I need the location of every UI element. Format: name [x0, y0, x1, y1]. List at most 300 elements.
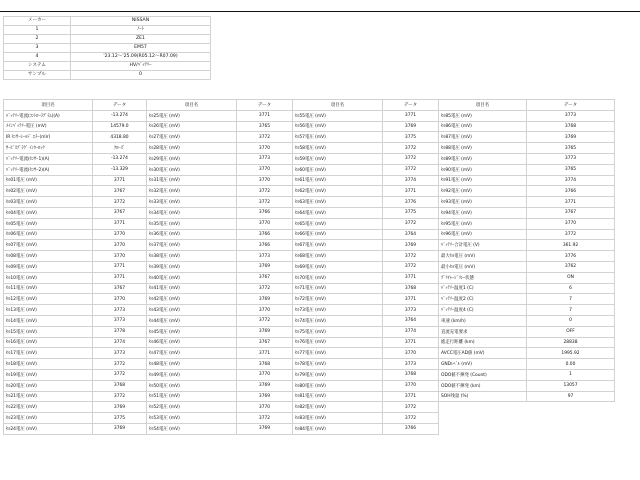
item-value: 3773: [237, 251, 293, 262]
item-name: ｾﾙ43電圧 (mV): [147, 305, 237, 316]
item-value: 3764: [383, 315, 439, 326]
table-row: [4, 315, 147, 326]
item-name: ｾﾙ68電圧 (mV): [293, 251, 383, 262]
item-name: ｾﾙ17電圧 (mV): [4, 348, 93, 359]
table-row: [293, 164, 439, 175]
info-key: 4: [4, 53, 71, 62]
table-row: [439, 218, 615, 229]
item-value: 3775: [383, 207, 439, 218]
item-name: ｾﾙ51電圧 (mV): [147, 391, 237, 402]
item-value: 3772: [237, 413, 293, 424]
table-row: [147, 251, 293, 262]
header-item-name: 項目名: [4, 100, 93, 111]
table-row: [4, 391, 147, 402]
item-value: 3774: [383, 326, 439, 337]
item-value: 3767: [93, 283, 147, 294]
data-table-1: [3, 99, 147, 435]
item-value: OFF: [527, 326, 615, 337]
item-name: ｾﾙ40電圧 (mV): [147, 272, 237, 283]
table-row: [147, 261, 293, 272]
info-value: HV/ﾊﾞｯﾃﾘｰ: [71, 62, 211, 71]
table-row: [293, 283, 439, 294]
item-name: ｻｰﾋﾞｽﾌﾟﾗｸﾞ ｲﾝﾀｰﾛｯｸ: [4, 143, 93, 154]
item-name: ｾﾙ56電圧 (mV): [293, 121, 383, 132]
item-name: ﾊﾞｯﾃﾘｰ電流(ｾﾝｻｰ1)(A): [4, 153, 93, 164]
table-row: [293, 110, 439, 121]
item-name: ｾﾙ37電圧 (mV): [147, 240, 237, 251]
item-name: ﾌﾟﾘﾁｬｰｼﾞﾘﾚｰ状態: [439, 272, 527, 283]
item-value: 3768: [237, 359, 293, 370]
table-row: [439, 305, 615, 316]
item-name: ｾﾙ69電圧 (mV): [293, 261, 383, 272]
info-value: ﾉｰﾄ: [71, 26, 211, 35]
table-row: [439, 294, 615, 305]
item-name: ｾﾙ73電圧 (mV): [293, 305, 383, 316]
item-name: ｾﾙ34電圧 (mV): [147, 207, 237, 218]
item-value: 3769: [237, 294, 293, 305]
table-row: [293, 305, 439, 316]
table-row: [147, 132, 293, 143]
item-value: 3771: [93, 272, 147, 283]
table-row: [439, 110, 615, 121]
item-value: 3772: [93, 369, 147, 380]
item-value: 3768: [383, 283, 439, 294]
item-value: 3769: [237, 380, 293, 391]
item-value: 3766: [237, 240, 293, 251]
item-value: 3772: [383, 261, 439, 272]
item-value: 3771: [93, 175, 147, 186]
table-row: [4, 186, 147, 197]
table-row: [439, 283, 615, 294]
item-value: 3771: [93, 261, 147, 272]
item-value: 3766: [237, 207, 293, 218]
item-name: ｾﾙ12電圧 (mV): [4, 294, 93, 305]
table-row: [293, 294, 439, 305]
item-name: 最小ｾﾙ電圧 (mV): [439, 261, 527, 272]
table-row: [293, 207, 439, 218]
item-value: 6: [527, 283, 615, 294]
item-value: 3771: [527, 197, 615, 208]
table-row: [4, 272, 147, 283]
item-value: -13.274: [93, 153, 147, 164]
table-row: [4, 359, 147, 370]
table-row: [147, 164, 293, 175]
item-name: ｾﾙ19電圧 (mV): [4, 369, 93, 380]
item-name: ｾﾙ53電圧 (mV): [147, 413, 237, 424]
table-row: [4, 294, 147, 305]
info-key: 2: [4, 35, 71, 44]
table-row: [4, 229, 147, 240]
item-name: ｾﾙ77電圧 (mV): [293, 348, 383, 359]
item-name: ｾﾙ85電圧 (mV): [439, 110, 527, 121]
table-row: [439, 251, 615, 262]
info-key: 3: [4, 44, 71, 53]
item-name: 総走行距離 (km): [439, 337, 527, 348]
header-row: [4, 100, 147, 111]
item-value: ON: [527, 272, 615, 283]
info-key: メーカー: [4, 17, 71, 26]
item-value: 3776: [527, 251, 615, 262]
table-row: [147, 207, 293, 218]
item-value: 14579.0: [93, 121, 147, 132]
item-value: 4318.80: [93, 132, 147, 143]
item-value: 3768: [93, 380, 147, 391]
item-name: ｾﾙ83電圧 (mV): [293, 413, 383, 424]
table-row: [4, 175, 147, 186]
item-value: 3771: [383, 272, 439, 283]
item-name: ｾﾙ71電圧 (mV): [293, 283, 383, 294]
info-row: [4, 17, 211, 26]
item-value: 3773: [93, 348, 147, 359]
item-name: ｾﾙ18電圧 (mV): [4, 359, 93, 370]
item-name: ｾﾙ64電圧 (mV): [293, 207, 383, 218]
info-value: '23.12〜'25.09(R05.12〜R07.09): [71, 53, 211, 62]
table-row: [4, 110, 147, 121]
item-name: ﾊﾞｯﾃﾘｰ合計電圧 (V): [439, 240, 527, 251]
item-name: ｾﾙ05電圧 (mV): [4, 218, 93, 229]
item-value: 3772: [383, 402, 439, 413]
table-row: [4, 337, 147, 348]
item-name: ｾﾙ72電圧 (mV): [293, 294, 383, 305]
item-value: 3768: [383, 369, 439, 380]
item-name: ｾﾙ86電圧 (mV): [439, 121, 527, 132]
item-name: IR ｾﾝｻｰｼｰﾙﾄﾞ ｴﾗｰ(mV): [4, 132, 93, 143]
item-value: 3770: [383, 380, 439, 391]
table-row: [147, 121, 293, 132]
table-row: [147, 326, 293, 337]
item-value: 3772: [237, 197, 293, 208]
table-row: [147, 197, 293, 208]
table-row: [439, 175, 615, 186]
item-value: 3771: [383, 391, 439, 402]
table-row: [147, 143, 293, 154]
item-value: ｸﾛｰｽﾞ: [93, 143, 147, 154]
item-value: 3771: [383, 110, 439, 121]
item-name: ｾﾙ66電圧 (mV): [293, 229, 383, 240]
item-value: 3769: [237, 326, 293, 337]
item-value: 3771: [93, 218, 147, 229]
item-value: 3769: [527, 132, 615, 143]
item-value: 3774: [93, 337, 147, 348]
header-row: [439, 100, 615, 111]
item-name: 車速 (km/h): [439, 315, 527, 326]
item-name: ｾﾙ82電圧 (mV): [293, 402, 383, 413]
table-row: [147, 283, 293, 294]
table-row: [147, 110, 293, 121]
item-name: ｾﾙ93電圧 (mV): [439, 197, 527, 208]
item-name: ｾﾙ49電圧 (mV): [147, 369, 237, 380]
item-value: 3770: [93, 229, 147, 240]
table-row: [439, 391, 615, 402]
item-value: 3773: [237, 153, 293, 164]
table-row: [4, 283, 147, 294]
item-name: ｾﾙ50電圧 (mV): [147, 380, 237, 391]
table-row: [293, 143, 439, 154]
item-name: ｾﾙ60電圧 (mV): [293, 164, 383, 175]
table-row: [439, 164, 615, 175]
item-name: GNDﾚﾍﾞﾙ (mV): [439, 359, 527, 370]
table-row: [147, 218, 293, 229]
item-value: 3769: [237, 391, 293, 402]
item-value: 3769: [93, 423, 147, 434]
item-name: ｾﾙ78電圧 (mV): [293, 359, 383, 370]
table-row: [147, 272, 293, 283]
table-row: [293, 261, 439, 272]
info-row: [4, 35, 211, 44]
item-name: ｾﾙ13電圧 (mV): [4, 305, 93, 316]
table-row: [293, 186, 439, 197]
item-value: 3768: [527, 121, 615, 132]
table-row: [439, 132, 615, 143]
item-value: 3772: [527, 229, 615, 240]
item-name: ｾﾙ33電圧 (mV): [147, 197, 237, 208]
item-name: ｾﾙ41電圧 (mV): [147, 283, 237, 294]
item-name: ｾﾙ67電圧 (mV): [293, 240, 383, 251]
item-value: 3773: [527, 153, 615, 164]
item-name: ODO値不揮発 (Count): [439, 369, 527, 380]
item-name: ｾﾙ96電圧 (mV): [439, 229, 527, 240]
item-name: ｾﾙ70電圧 (mV): [293, 272, 383, 283]
item-name: ｾﾙ35電圧 (mV): [147, 218, 237, 229]
table-row: [4, 369, 147, 380]
item-name: ｾﾙ62電圧 (mV): [293, 186, 383, 197]
item-name: ｾﾙ81電圧 (mV): [293, 391, 383, 402]
item-value: 3772: [93, 391, 147, 402]
item-name: ｾﾙ25電圧 (mV): [147, 110, 237, 121]
item-value: 3766: [527, 186, 615, 197]
item-name: ODO値不揮発 (km): [439, 380, 527, 391]
item-value: 3778: [93, 326, 147, 337]
info-row: [4, 71, 211, 80]
table-row: [147, 240, 293, 251]
item-value: 28838: [527, 337, 615, 348]
item-value: 3772: [237, 315, 293, 326]
item-name: ｾﾙ15電圧 (mV): [4, 326, 93, 337]
item-name: ｾﾙ54電圧 (mV): [147, 423, 237, 434]
item-value: 361.92: [527, 240, 615, 251]
item-value: 3767: [93, 207, 147, 218]
table-row: [439, 186, 615, 197]
item-value: 3772: [383, 143, 439, 154]
table-row: [439, 272, 615, 283]
table-row: [4, 143, 147, 154]
item-name: ｾﾙ23電圧 (mV): [4, 413, 93, 424]
table-row: [4, 348, 147, 359]
item-name: ｾﾙ29電圧 (mV): [147, 153, 237, 164]
item-name: ﾊﾞｯﾃﾘｰ電流(ｺﾝﾄﾛｰﾗﾌﾟﾗﾑ)(A): [4, 110, 93, 121]
table-row: [147, 423, 293, 434]
top-divider-line: [0, 11, 640, 12]
item-value: 7: [527, 305, 615, 316]
table-row: [147, 413, 293, 424]
table-row: [439, 229, 615, 240]
table-row: [147, 186, 293, 197]
item-name: ｾﾙ11電圧 (mV): [4, 283, 93, 294]
table-row: [147, 229, 293, 240]
header-row: [293, 100, 439, 111]
item-name: ｾﾙ90電圧 (mV): [439, 164, 527, 175]
item-name: ｾﾙ91電圧 (mV): [439, 175, 527, 186]
item-name: ｾﾙ28電圧 (mV): [147, 143, 237, 154]
item-value: 3765: [527, 164, 615, 175]
info-key: システム: [4, 62, 71, 71]
data-table-3: [292, 99, 439, 435]
item-name: ｾﾙ94電圧 (mV): [439, 207, 527, 218]
table-row: [4, 240, 147, 251]
info-value: 0: [71, 71, 211, 80]
table-row: [439, 197, 615, 208]
item-name: ｾﾙ75電圧 (mV): [293, 326, 383, 337]
table-row: [439, 380, 615, 391]
table-row: [4, 218, 147, 229]
table-row: [439, 337, 615, 348]
table-row: [293, 315, 439, 326]
item-value: 3769: [383, 240, 439, 251]
item-name: ｾﾙ95電圧 (mV): [439, 218, 527, 229]
item-value: -13.329: [93, 164, 147, 175]
item-name: ｾﾙ27電圧 (mV): [147, 132, 237, 143]
table-row: [293, 359, 439, 370]
table-row: [293, 369, 439, 380]
item-name: ｾﾙ58電圧 (mV): [293, 143, 383, 154]
table-row: [147, 359, 293, 370]
item-value: 3770: [93, 294, 147, 305]
item-value: 3772: [383, 164, 439, 175]
table-row: [4, 207, 147, 218]
table-row: [293, 132, 439, 143]
item-value: 3773: [93, 305, 147, 316]
item-name: ｾﾙ65電圧 (mV): [293, 218, 383, 229]
item-name: ｾﾙ57電圧 (mV): [293, 132, 383, 143]
item-value: 3771: [383, 337, 439, 348]
item-name: ｾﾙ04電圧 (mV): [4, 207, 93, 218]
item-value: 13057: [527, 380, 615, 391]
item-name: ｾﾙ26電圧 (mV): [147, 121, 237, 132]
table-row: [293, 423, 439, 434]
info-key: 1: [4, 26, 71, 35]
item-name: ｾﾙ44電圧 (mV): [147, 315, 237, 326]
table-row: [4, 380, 147, 391]
item-name: ｾﾙ30電圧 (mV): [147, 164, 237, 175]
item-name: ｾﾙ92電圧 (mV): [439, 186, 527, 197]
item-value: 3772: [237, 132, 293, 143]
item-value: 3772: [93, 359, 147, 370]
table-row: [293, 413, 439, 424]
item-value: 0: [527, 315, 615, 326]
item-name: ﾒｲﾝﾊﾞｯﾃﾘｰ電圧 (mV): [4, 121, 93, 132]
item-value: 3762: [527, 261, 615, 272]
item-value: 3776: [383, 197, 439, 208]
table-row: [439, 121, 615, 132]
item-value: 3771: [237, 348, 293, 359]
item-value: 1: [527, 369, 615, 380]
item-name: ｾﾙ89電圧 (mV): [439, 153, 527, 164]
item-name: ｾﾙ02電圧 (mV): [4, 186, 93, 197]
item-value: 3765: [527, 143, 615, 154]
item-name: ｾﾙ84電圧 (mV): [293, 423, 383, 434]
table-row: [439, 240, 615, 251]
table-row: [4, 305, 147, 316]
table-row: [147, 402, 293, 413]
item-name: ｾﾙ22電圧 (mV): [4, 402, 93, 413]
table-row: [439, 153, 615, 164]
table-row: [4, 197, 147, 208]
table-row: [439, 207, 615, 218]
item-value: 3765: [237, 121, 293, 132]
table-row: [147, 380, 293, 391]
table-row: [293, 251, 439, 262]
table-row: [293, 218, 439, 229]
item-name: ﾊﾞｯﾃﾘｰ温度2 (C): [439, 294, 527, 305]
table-row: [147, 337, 293, 348]
item-value: 3769: [237, 423, 293, 434]
item-value: 3769: [93, 402, 147, 413]
table-row: [147, 175, 293, 186]
item-name: ｾﾙ76電圧 (mV): [293, 337, 383, 348]
item-name: 最大ｾﾙ電圧 (mV): [439, 251, 527, 262]
item-value: 3769: [383, 121, 439, 132]
item-value: 3770: [237, 369, 293, 380]
table-row: [4, 261, 147, 272]
data-table-2: [146, 99, 293, 435]
table-row: [439, 326, 615, 337]
table-row: [147, 153, 293, 164]
data-table-4: [438, 99, 615, 402]
item-name: ｾﾙ07電圧 (mV): [4, 240, 93, 251]
item-value: 3772: [383, 218, 439, 229]
table-row: [293, 402, 439, 413]
item-name: ﾊﾞｯﾃﾘｰ温度4 (C): [439, 305, 527, 316]
item-name: ｾﾙ36電圧 (mV): [147, 229, 237, 240]
item-value: 3770: [93, 240, 147, 251]
item-value: 0.00: [527, 359, 615, 370]
info-row: [4, 44, 211, 53]
vehicle-info-table: [3, 16, 211, 80]
item-name: ｾﾙ46電圧 (mV): [147, 337, 237, 348]
item-value: 3770: [237, 402, 293, 413]
header-data: データ: [383, 100, 439, 111]
table-row: [439, 143, 615, 154]
table-row: [4, 326, 147, 337]
item-name: ｾﾙ74電圧 (mV): [293, 315, 383, 326]
item-value: 3772: [237, 283, 293, 294]
table-row: [439, 369, 615, 380]
item-name: ｾﾙ16電圧 (mV): [4, 337, 93, 348]
table-row: [4, 121, 147, 132]
info-value: NISSAN: [71, 17, 211, 26]
item-value: 3770: [237, 218, 293, 229]
item-value: 3770: [237, 164, 293, 175]
item-value: 3767: [93, 186, 147, 197]
item-value: 3774: [383, 175, 439, 186]
item-value: 3774: [527, 175, 615, 186]
table-row: [293, 175, 439, 186]
item-name: ｾﾙ61電圧 (mV): [293, 175, 383, 186]
table-row: [4, 251, 147, 262]
item-name: ｾﾙ39電圧 (mV): [147, 261, 237, 272]
table-row: [293, 326, 439, 337]
item-name: ｾﾙ31電圧 (mV): [147, 175, 237, 186]
table-row: [4, 413, 147, 424]
item-value: 3769: [237, 261, 293, 272]
item-value: 3775: [383, 132, 439, 143]
item-name: AVCC電圧AD値 (mV): [439, 348, 527, 359]
table-row: [439, 348, 615, 359]
item-value: 3771: [383, 294, 439, 305]
item-value: -13.274: [93, 110, 147, 121]
table-row: [293, 153, 439, 164]
item-value: 7: [527, 294, 615, 305]
